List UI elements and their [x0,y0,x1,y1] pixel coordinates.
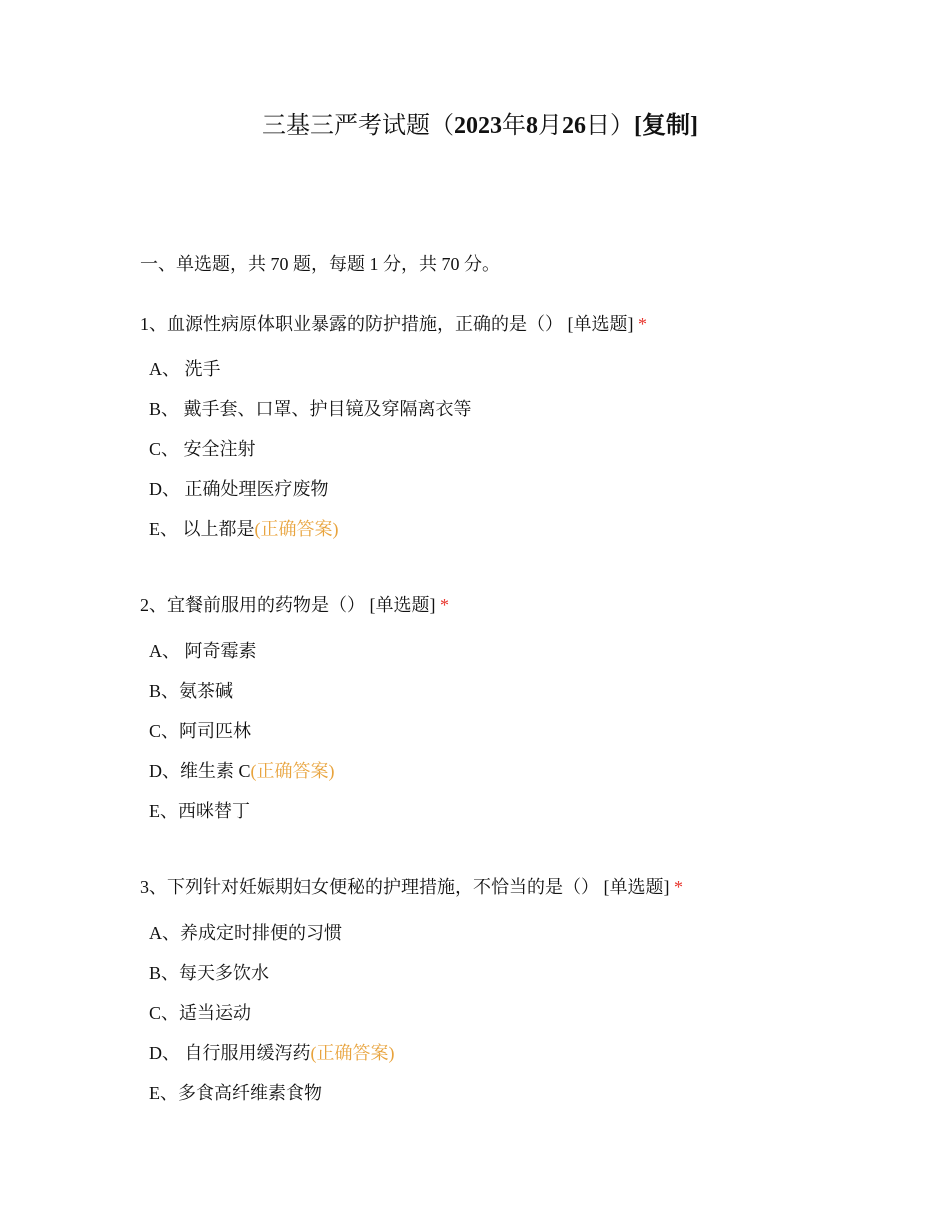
title-day: 26 [562,113,586,139]
option-text: B、 戴手套、口罩、护目镜及穿隔离衣等 [149,399,472,419]
option-text: E、多食高纤维素食物 [149,1083,322,1103]
option-text: A、养成定时排便的习惯 [149,923,342,943]
correct-answer-tag: (正确答案) [254,519,339,539]
option-text: E、西咪替丁 [149,801,250,821]
question-2 [140,591,449,619]
question-3 [140,873,683,901]
option-1d [149,475,329,503]
option-text: D、 正确处理医疗废物 [149,479,329,499]
option-2d [149,757,335,785]
question-text: 1、血源性病原体职业暴露的防护措施，正确的是（） [140,314,563,334]
option-1a [149,355,221,383]
option-2b [149,677,233,705]
option-2a [149,637,257,665]
option-2e [149,797,250,825]
question-text: 3、下列针对妊娠期妇女便秘的护理措施，不恰当的是（） [140,877,599,897]
question-1 [140,310,647,338]
option-text: A、 洗手 [149,359,221,379]
required-mark: * [674,877,683,897]
option-text: D、维生素 C [149,761,251,781]
title-copy-tag: [复制] [634,113,698,139]
required-mark: * [440,595,449,615]
option-text: B、每天多饮水 [149,963,270,983]
page-title [0,108,950,144]
option-text: A、 阿奇霉素 [149,641,257,661]
option-3a [149,919,342,947]
title-text: 月 [538,113,562,139]
title-text: 日） [586,113,634,139]
correct-answer-tag: (正确答案) [250,761,335,781]
option-3e [149,1079,322,1107]
title-text: 年 [502,113,526,139]
option-3c [149,999,251,1027]
option-3d [149,1039,395,1067]
correct-answer-tag: (正确答案) [310,1043,395,1063]
option-text: E、 以上都是 [149,519,255,539]
option-text: C、适当运动 [149,1003,252,1023]
question-type: [单选题] [567,314,634,334]
option-text: D、 自行服用缓泻药 [149,1043,311,1063]
option-1b [149,395,472,423]
option-3b [149,959,269,987]
title-month: 8 [526,113,538,139]
option-2c [149,717,251,745]
option-1c [149,435,256,463]
option-text: C、阿司匹林 [149,721,252,741]
option-text: C、 安全注射 [149,439,256,459]
section-heading: 一、单选题，共 70 题，每题 1 分，共 70 分。 [140,254,500,274]
required-mark: * [638,314,647,334]
question-type: [单选题] [603,877,670,897]
title-year: 2023 [454,113,502,139]
question-text: 2、宜餐前服用的药物是（） [140,595,365,615]
question-type: [单选题] [369,595,436,615]
title-text: 三基三严考试题（ [262,113,454,139]
option-1e [149,515,339,543]
option-text: B、氨茶碱 [149,681,234,701]
